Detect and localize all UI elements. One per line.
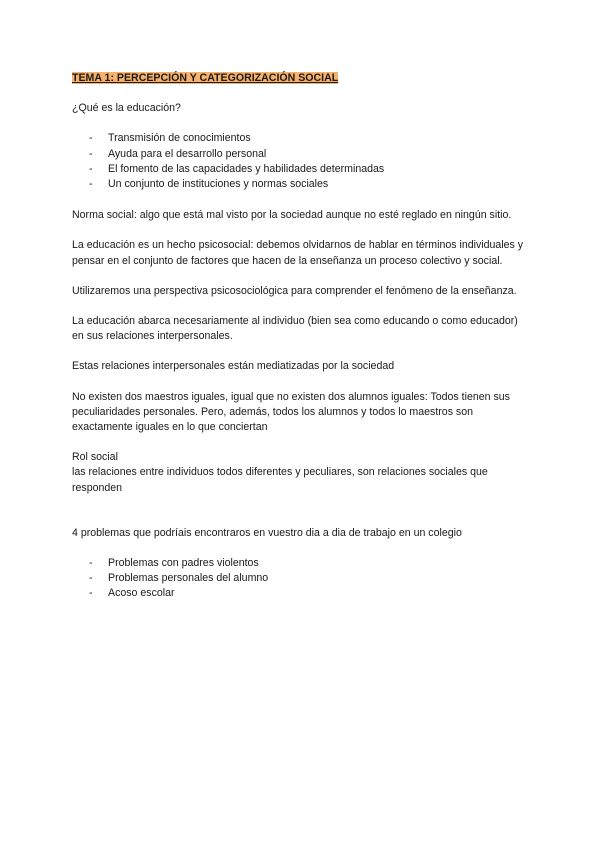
document-title: TEMA 1: PERCEPCIÓN Y CATEGORIZACIÓN SOCIAL: [72, 72, 339, 84]
education-definitions-list: [72, 131, 532, 192]
hecho-psicosocial-paragraph: La educación es un hecho psicosocial: debemos olvidarnos de hablar en términos individuales y pensar en el conjunto de factores que hacen de la enseñanza un proceso colectivo y social.: [72, 239, 524, 267]
list-item: - Problemas con padres violentos: [89, 557, 259, 570]
list-item: - Ayuda para el desarrollo personal: [89, 147, 267, 160]
norma-social-paragraph: Norma social: algo que está mal visto por la sociedad aunque no esté reglado en ningún sitio.: [72, 209, 512, 222]
problemas-list: [72, 556, 532, 602]
rol-social-paragraph: las relaciones entre individuos todos diferentes y peculiares, son relaciones sociales que responden: [72, 466, 488, 494]
mediatizadas-paragraph: Estas relaciones interpersonales están mediatizadas por la sociedad: [72, 360, 395, 373]
perspectiva-paragraph: Utilizaremos una perspectiva psicosociológica para comprender el fenómeno de la enseñanza.: [72, 284, 517, 297]
document-body: [72, 71, 532, 602]
individuo-paragraph: La educación abarca necesariamente al individuo (bien sea como educando o como educador) en sus relaciones interpersonales.: [72, 315, 518, 343]
list-item: - Acoso escolar: [89, 587, 175, 600]
list-item: - Problemas personales del alumno: [89, 572, 269, 585]
list-item: - Un conjunto de instituciones y normas sociales: [89, 178, 329, 191]
rol-social-heading: Rol social: [72, 451, 118, 464]
list-item: - Transmisión de conocimientos: [89, 132, 251, 145]
problemas-intro-paragraph: 4 problemas que podríais encontraros en vuestro dia a dia de trabajo en un colegio: [72, 526, 462, 539]
maestros-paragraph: No existen dos maestros iguales, igual que no existen dos alumnos iguales: Todos tienen sus peculiaridades personales. Pero, además, todos los alumnos y todos lo maestros son exactamente iguales en lo que conciertan: [72, 390, 510, 434]
question-paragraph: ¿Qué es la educación?: [72, 102, 181, 115]
list-item: - El fomento de las capacidades y habilidades determinadas: [89, 162, 385, 175]
